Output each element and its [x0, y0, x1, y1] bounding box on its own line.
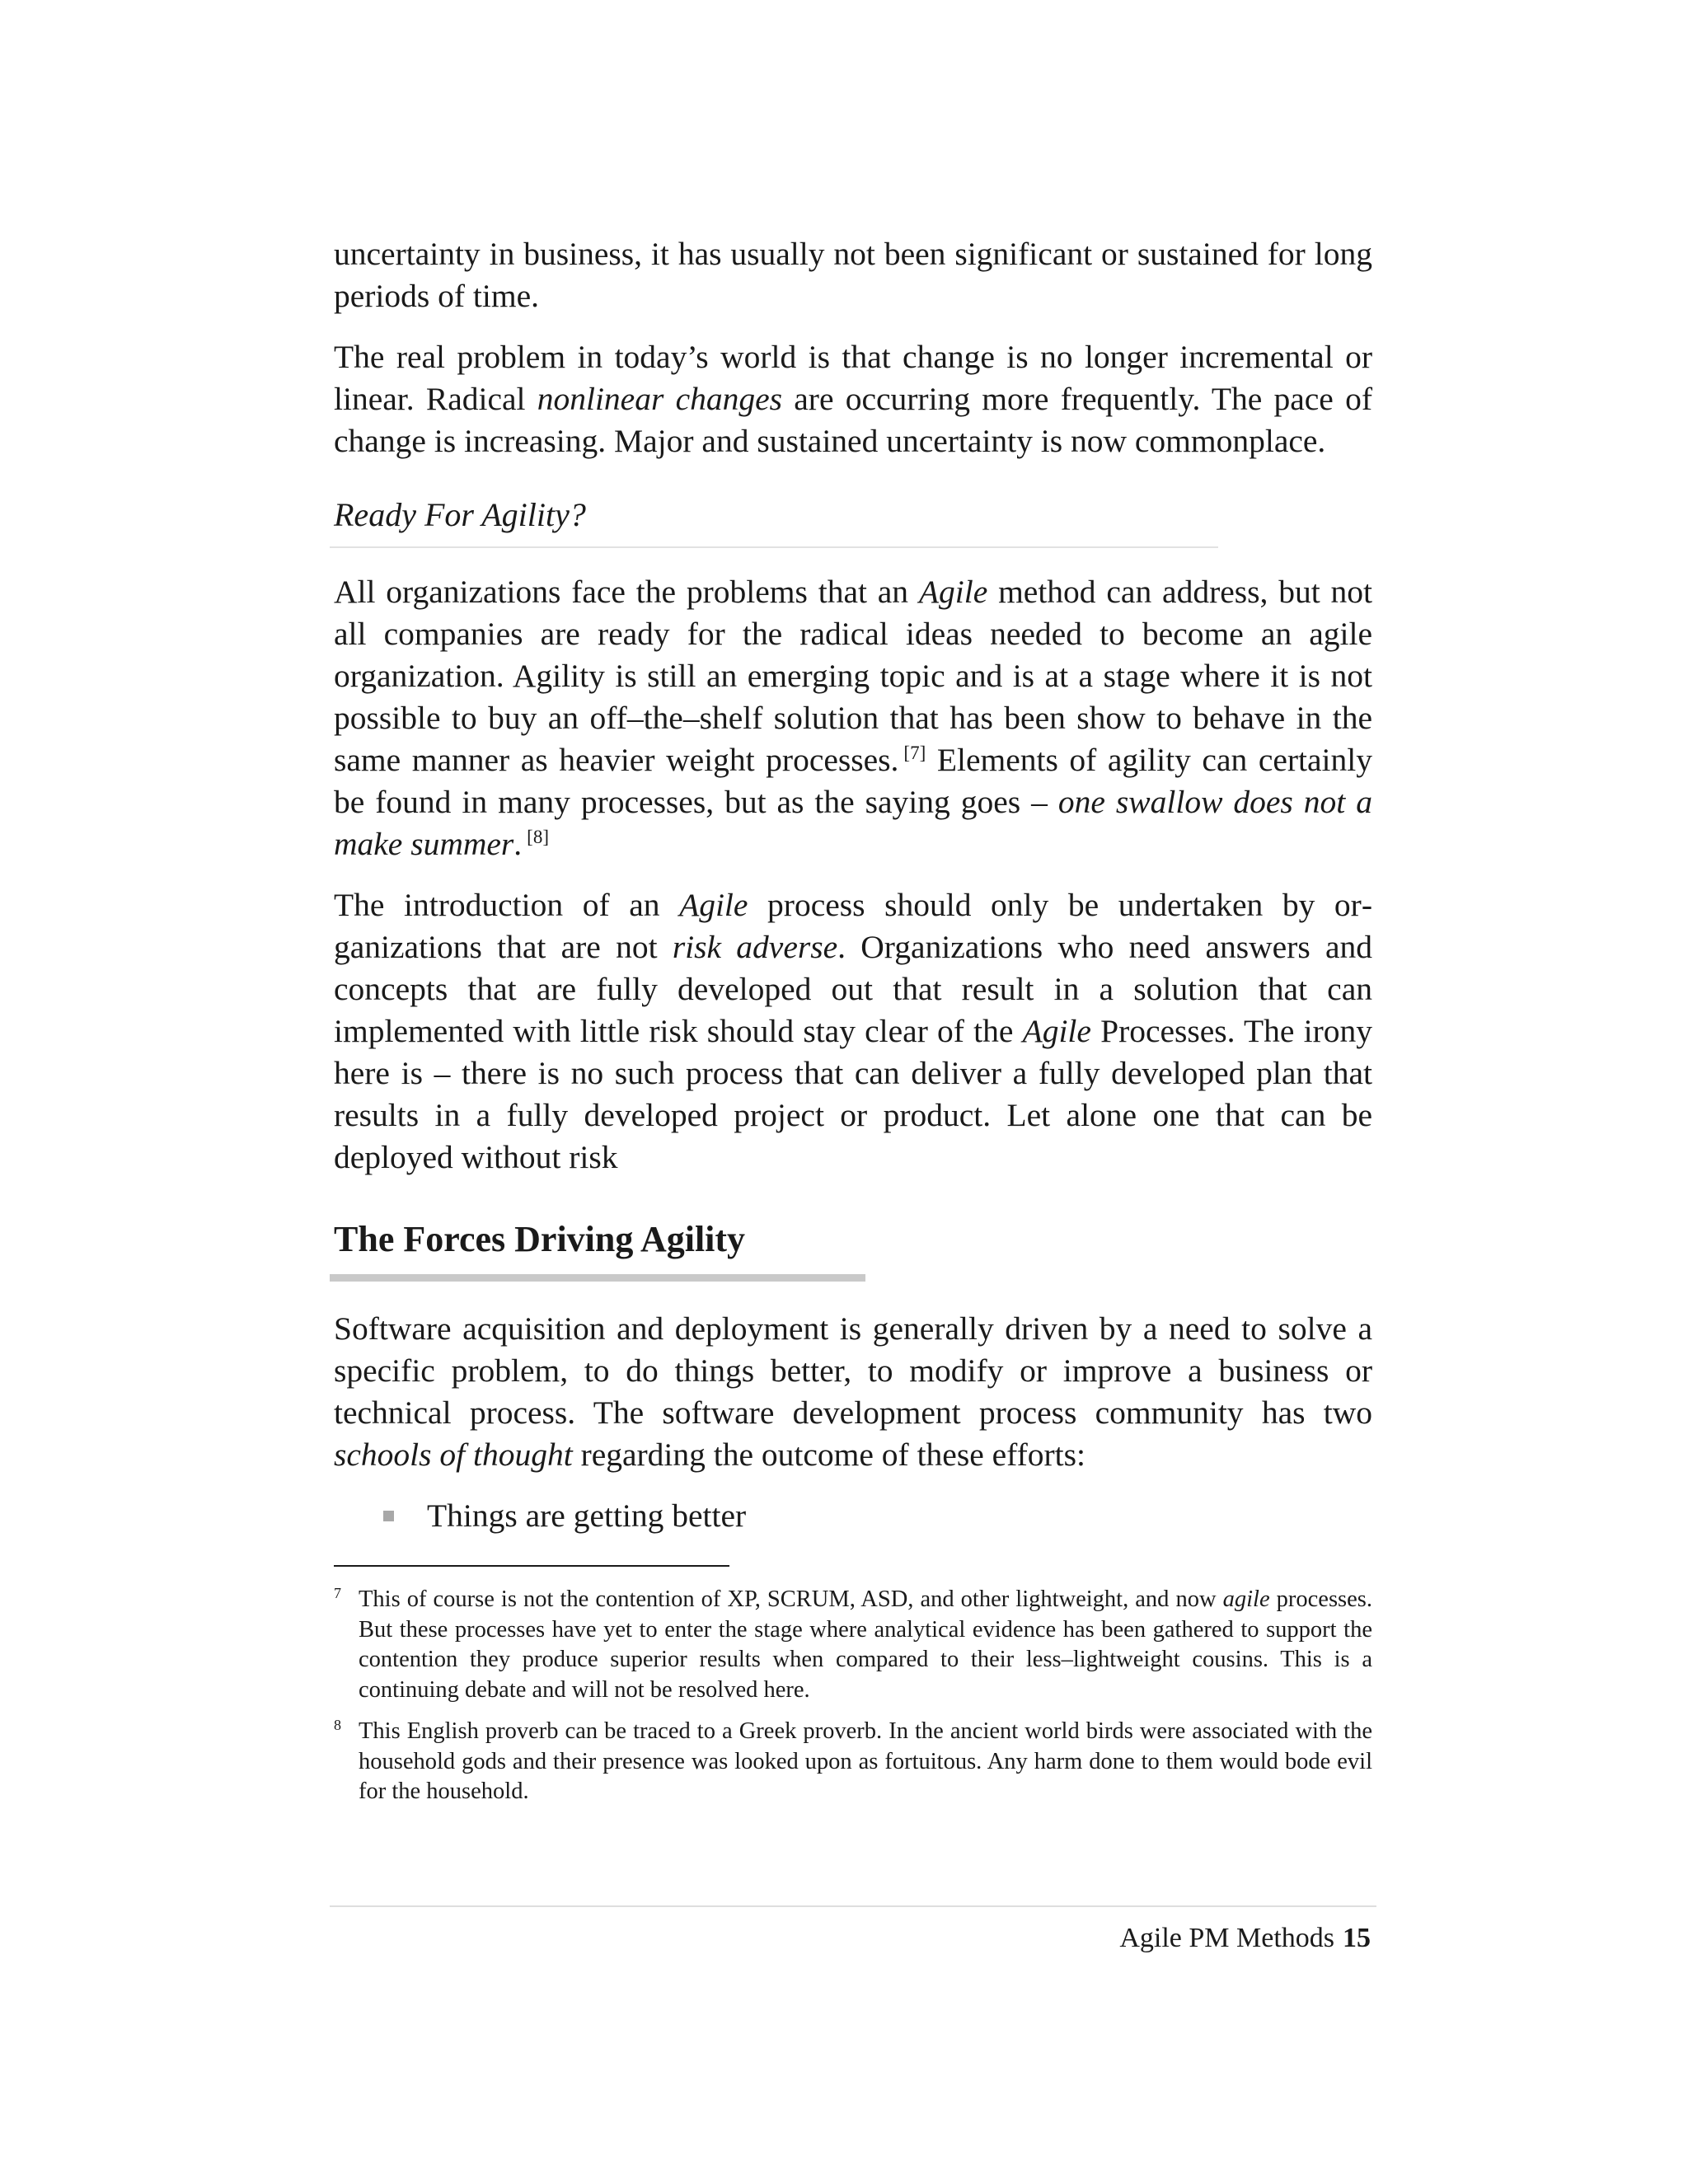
- paragraph-introduction: The introduction of an Agile process should only be undertaken by organizations that are not risk adverse. Organizations who need answers and concepts that are fully developed out that result in a solution that can implemented with little risk should stay clear of the Agile Processes. The irony here is – there is no such process that can deliver a fully developed plan that results in a fully developed project or product. Let alone one that can be deployed without risk: [334, 887, 1372, 1175]
- emphasis-nonlinear-changes: nonlinear changes: [537, 381, 783, 417]
- page-footer: [334, 1920, 1371, 1957]
- section-heading-forces: The Forces Driving Agility: [334, 1219, 746, 1259]
- paragraph-continuation: uncertainty in business, it has usually not been significant or sustained for long periods of time.: [334, 236, 1372, 314]
- footnote-7: 7 This of course is not the contention of XP, SCRUM, ASD, and other lightweight, and now agile processes. But these processes have yet to enter the stage where analytical evidence has been gathered to support the contention they produce superior results when compared to their less–lightweight cousins. This is a continuing debate and will not be resolved here.: [334, 1584, 1372, 1703]
- running-title: Agile PM Methods: [1119, 1923, 1334, 1953]
- bullet-list: [334, 1495, 1372, 1537]
- paragraph-software-acquisition: Software acquisition and deployment is generally driven by a need to solve a specific problem, to do things better, to modify or improve a business or technical process. The software development process community has two schools of thought regarding the outcome of these efforts:: [334, 1310, 1372, 1473]
- footnote-ref-8[interactable]: [8]: [527, 826, 549, 847]
- subheading-ready-for-agility: Ready For Agility?: [334, 496, 586, 533]
- footer-divider: [330, 1905, 1376, 1907]
- footnote-8: 8 This English proverb can be traced to a Greek proverb. In the ancient world birds were associated with the household gods and their presence was looked upon as fortuitous. Any harm done to them would bode evil for the household.: [334, 1716, 1372, 1804]
- footnote-ref-7[interactable]: [7]: [903, 742, 926, 763]
- page-number: 15: [1343, 1923, 1371, 1953]
- footnote-separator: [334, 1565, 729, 1567]
- paragraph-organizations: All organizations face the problems that an Agile method can address, but not all companies are ready for the radical ideas needed to become an agile organization. Agility is still an emerging topic and is at a stage where it is not possible to buy an off–the–shelf solution that has been show to behave in the same manner as heavier weight processes. [7] Elements of agility can certainly be found in many processes, but as the saying goes – one swallow does not a make summer. [8]: [334, 574, 1372, 862]
- square-bullet-icon: [383, 1511, 394, 1521]
- section-heading-divider: [330, 1274, 865, 1282]
- paragraph-change-nonlinear: The real problem in today’s world is that change is no longer incremental or linear. Radical nonlinear changes are occurring more frequently. The pace of change is increasing. Major and sustained uncertainty is now commonplace.: [334, 339, 1372, 459]
- list-item: Things are getting better: [383, 1495, 1372, 1537]
- page-body: [334, 233, 1372, 1819]
- subheading-divider: [330, 546, 1218, 548]
